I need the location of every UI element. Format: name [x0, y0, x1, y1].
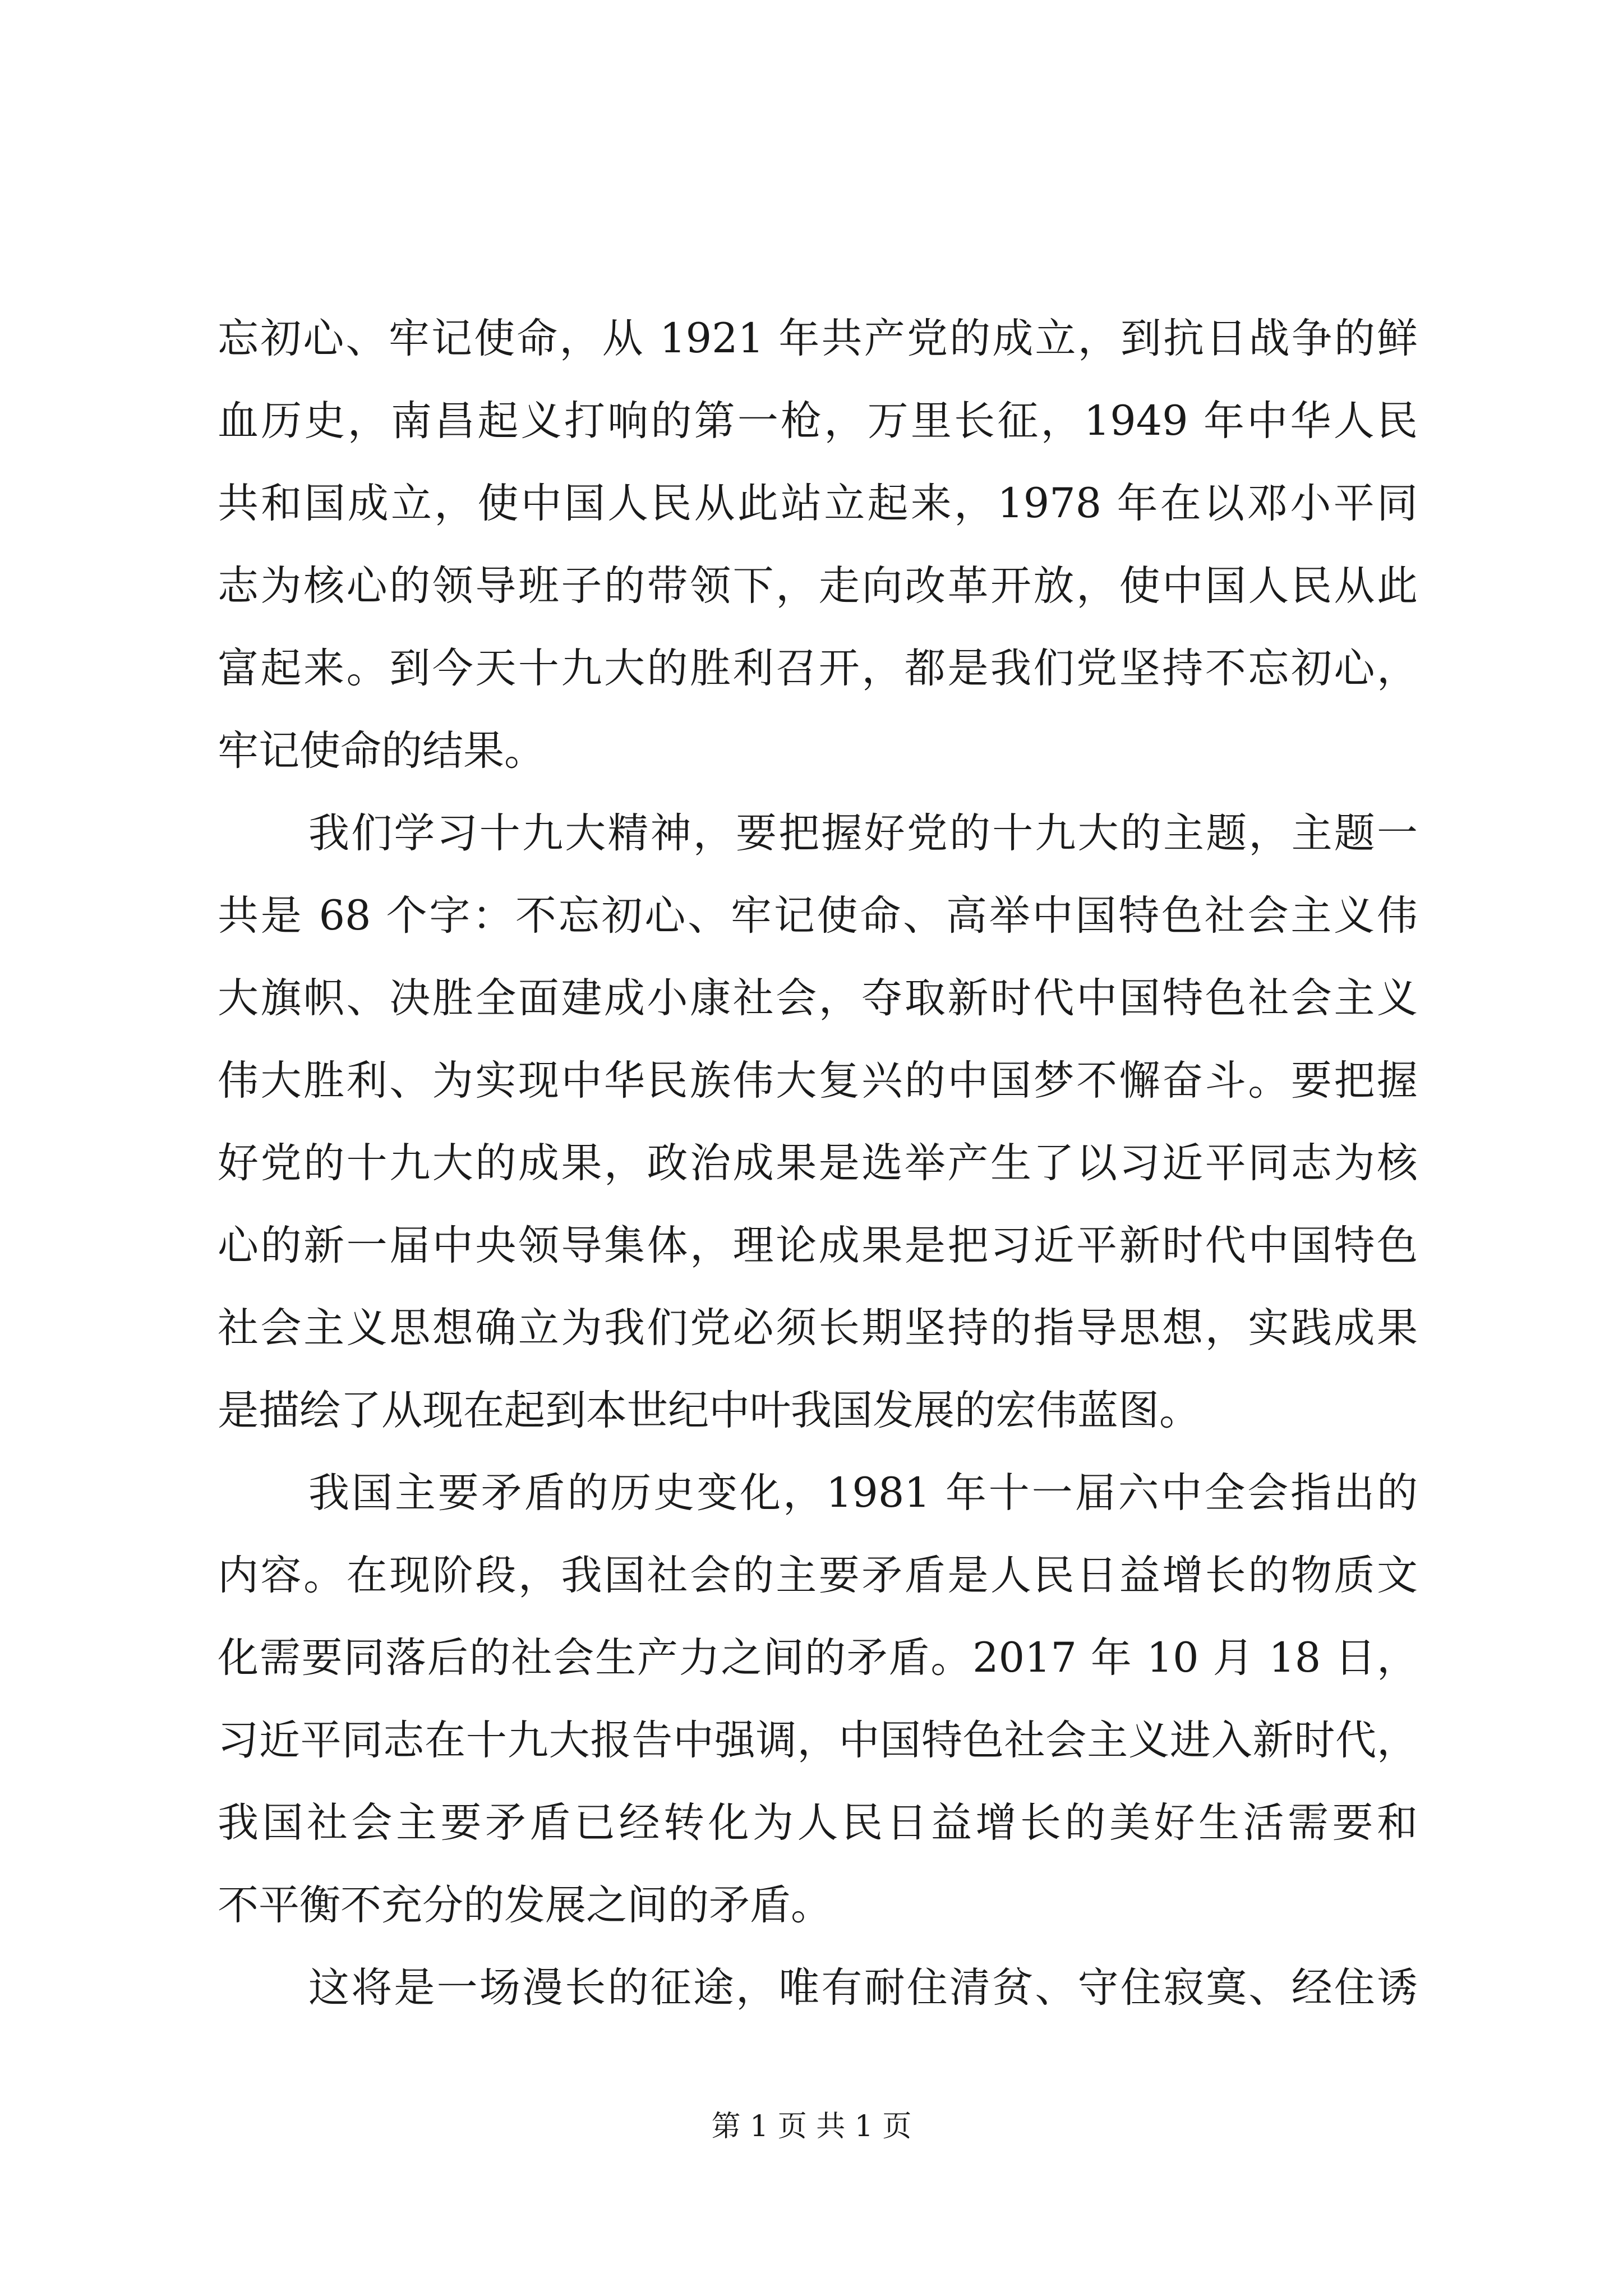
text-line: 不平衡不充分的发展之间的矛盾。	[218, 1881, 832, 1929]
text-line: 是描绘了从现在起到本世纪中叶我国发展的宏伟蓝图。	[218, 1387, 1200, 1434]
text-line: 大旗帜、决胜全面建成小康社会，夺取新时代中国特色社会主义	[218, 974, 1418, 1022]
text-line: 共是 68 个字：不忘初心、牢记使命、高举中国特色社会主义伟	[218, 892, 1418, 940]
text-line: 习近平同志在十九大报告中强调，中国特色社会主义进入新时代，	[218, 1717, 1418, 1764]
text-line: 心的新一届中央领导集体，理论成果是把习近平新时代中国特色	[218, 1222, 1418, 1269]
text-line: 富起来。到今天十九大的胜利召开，都是我们党坚持不忘初心，	[218, 645, 1418, 692]
paragraph-first-line: 我们学习十九大精神，要把握好党的十九大的主题，主题一	[308, 809, 1418, 857]
text-line: 我国社会主要矛盾已经转化为人民日益增长的美好生活需要和	[218, 1799, 1418, 1847]
text-line: 化需要同落后的社会生产力之间的矛盾。2017 年 10 月 18 日，	[218, 1634, 1418, 1682]
text-line: 志为核心的领导班子的带领下，走向改革开放，使中国人民从此	[218, 562, 1418, 610]
page-footer: 第 1 页 共 1 页	[711, 2110, 912, 2143]
text-line: 共和国成立，使中国人民从此站立起来，1978 年在以邓小平同	[218, 480, 1418, 527]
text-line: 好党的十九大的成果，政治成果是选举产生了以习近平同志为核	[218, 1139, 1418, 1187]
text-line: 牢记使命的结果。	[218, 727, 545, 775]
paragraph-first-line: 我国主要矛盾的历史变化，1981 年十一届六中全会指出的	[308, 1469, 1418, 1517]
text-line: 社会主义思想确立为我们党必须长期坚持的指导思想，实践成果	[218, 1304, 1418, 1352]
text-line: 血历史，南昌起义打响的第一枪，万里长征，1949 年中华人民	[218, 397, 1418, 445]
document-body	[218, 297, 1418, 2029]
text-line: 内容。在现阶段，我国社会的主要矛盾是人民日益增长的物质文	[218, 1552, 1418, 1599]
text-line: 伟大胜利、为实现中华民族伟大复兴的中国梦不懈奋斗。要把握	[218, 1057, 1418, 1105]
paragraph-first-line: 这将是一场漫长的征途，唯有耐住清贫、守住寂寞、经住诱	[308, 1964, 1418, 2012]
text-line: 忘初心、牢记使命，从 1921 年共产党的成立，到抗日战争的鲜	[218, 315, 1418, 362]
